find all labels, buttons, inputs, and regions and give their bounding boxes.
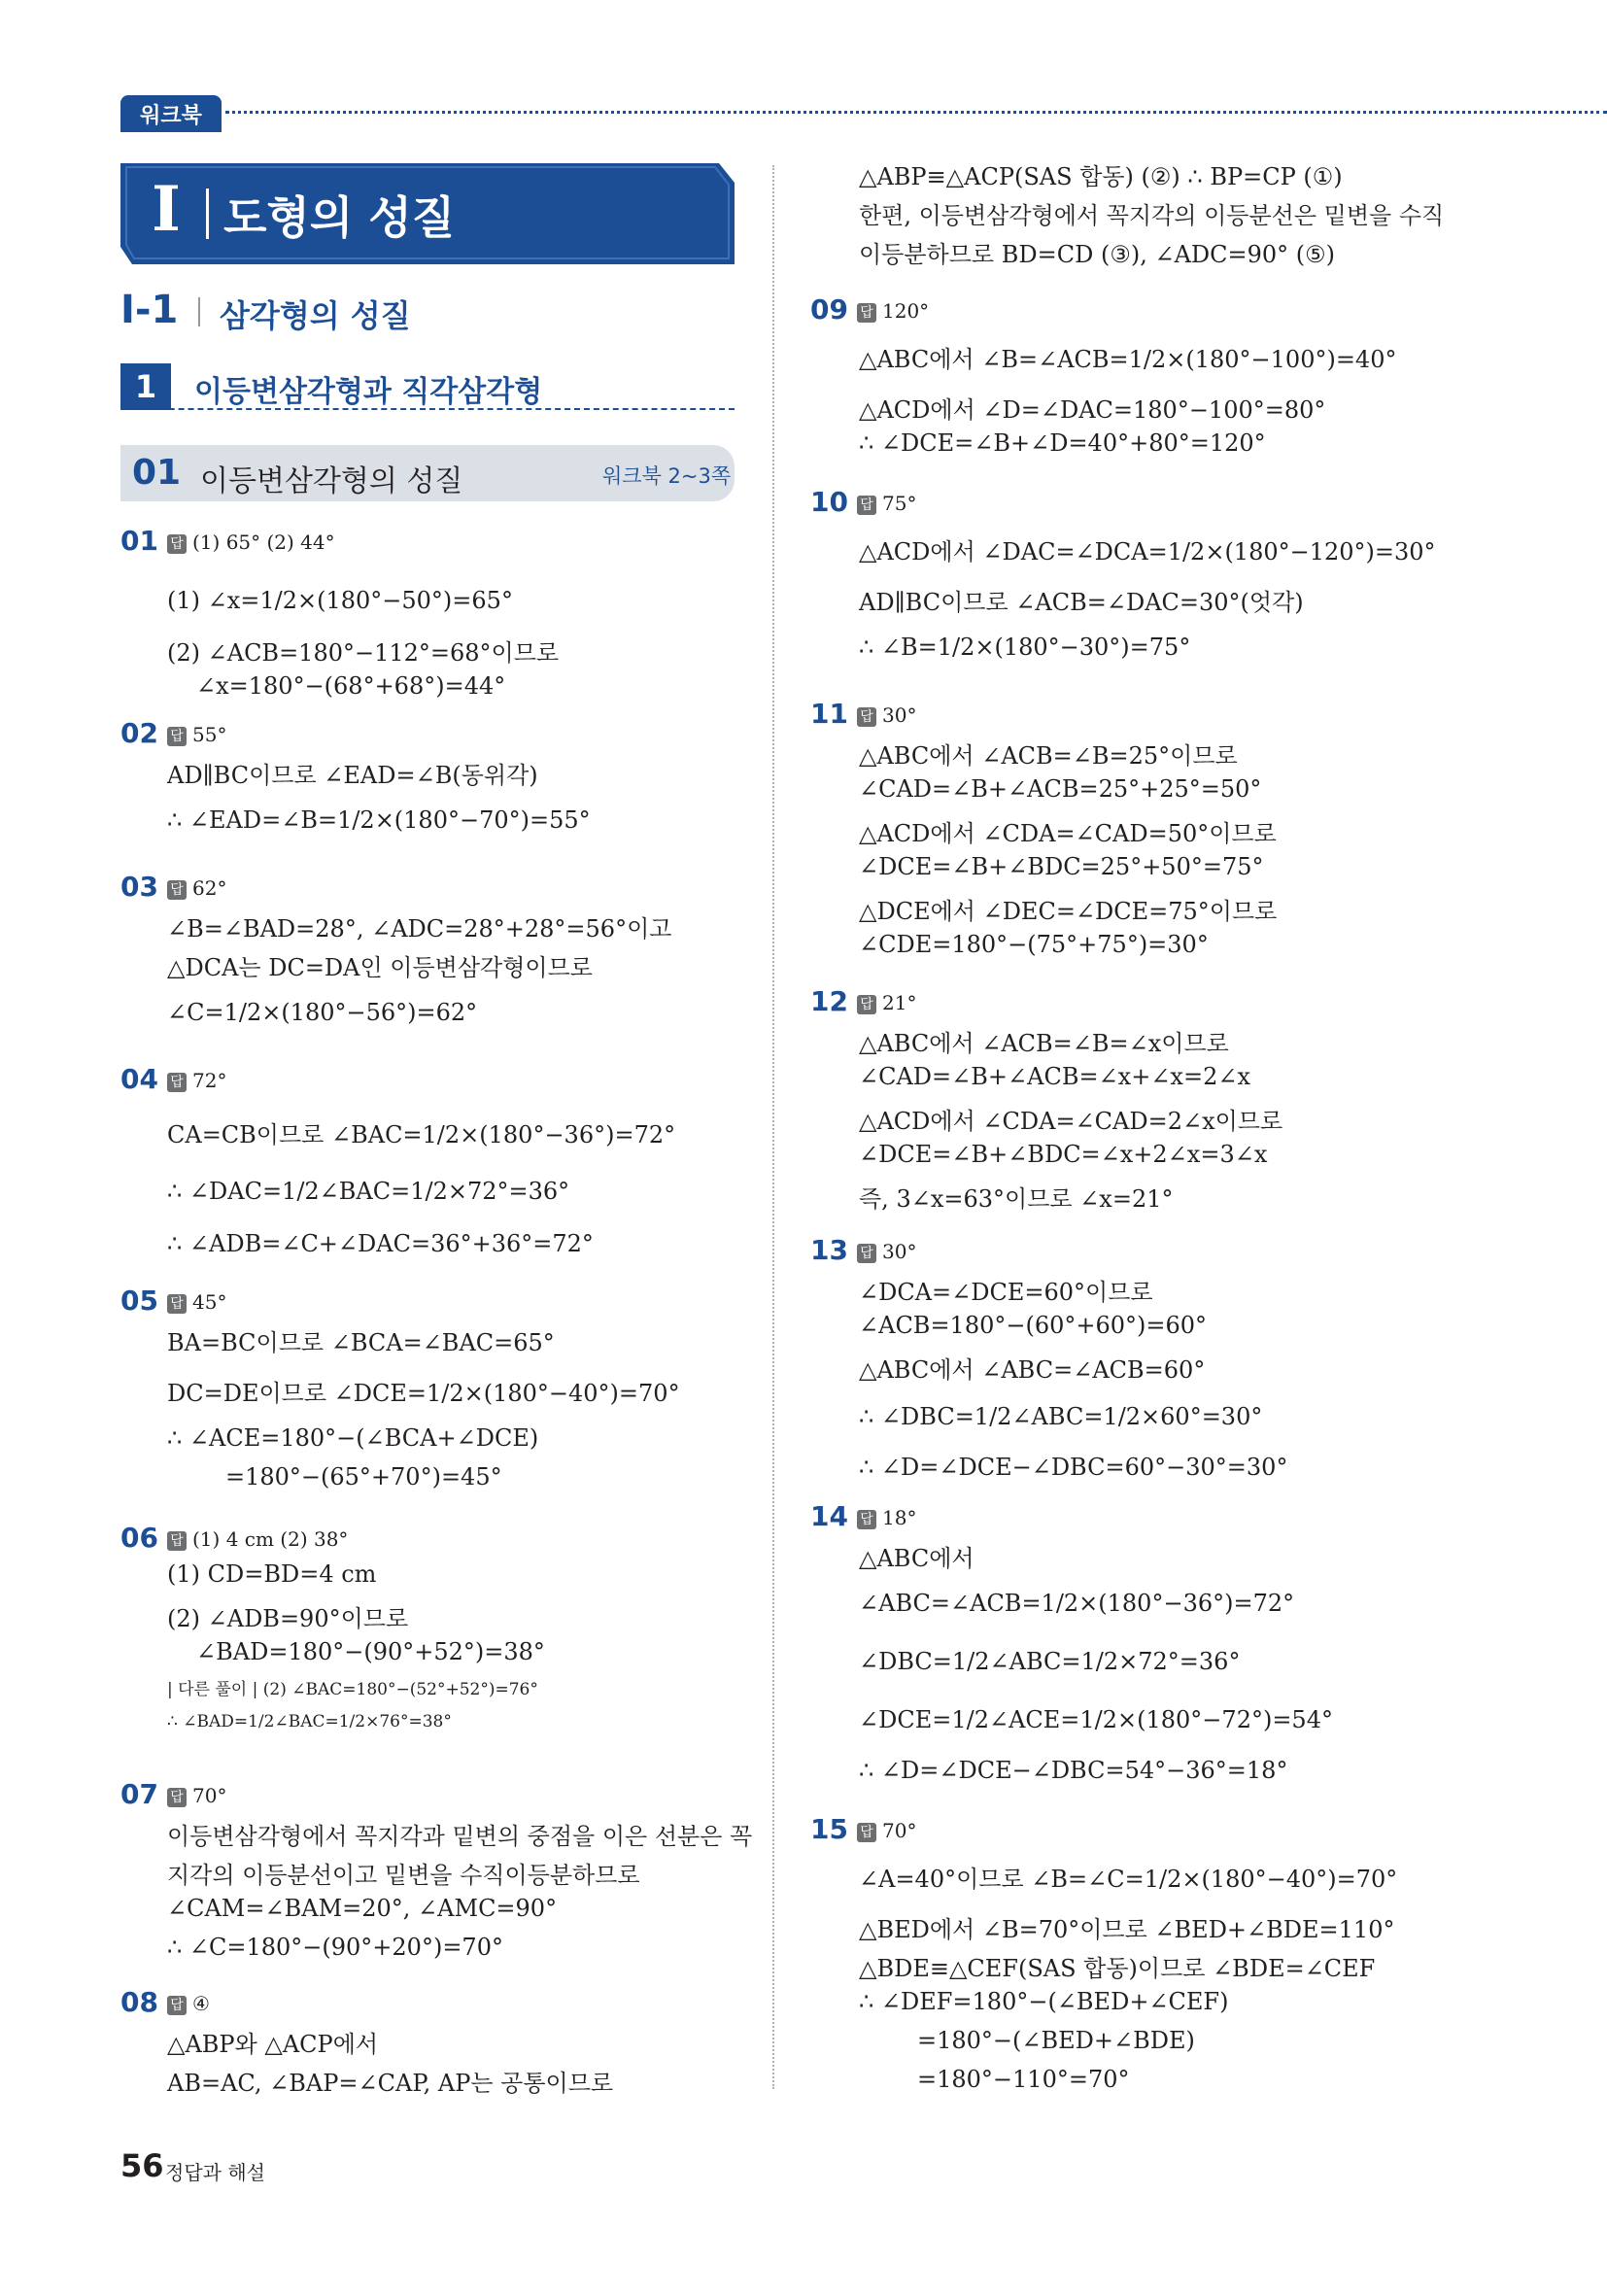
solution-line: ∠A=40°이므로 ∠B=∠C=1/2×(180°−40°)=70° [859,1866,1398,1893]
topic-number: 01 [132,453,182,493]
problem-answer [857,1506,916,1529]
problem-answer [167,1527,348,1551]
solution-line: (2) ∠ACB=180°−112°=68°이므로 [167,639,560,667]
solution-line: ∴ ∠D=∠DCE−∠DBC=54°−36°=18° [859,1757,1288,1784]
answer-value: 45° [192,1290,227,1314]
chapter-banner [120,163,735,264]
chapter-title: 도형의 성질 [223,191,456,244]
answer-value: 30° [882,1240,917,1263]
solution-line: 즉, 3∠x=63°이므로 ∠x=21° [859,1185,1174,1213]
answer-icon: 답 [857,496,876,515]
solution-line: ∴ ∠C=180°−(90°+20°)=70° [167,1934,503,1961]
answer-icon: 답 [857,1244,876,1263]
answer-icon: 답 [857,1823,876,1842]
problem-number: 13 [810,1234,848,1266]
answer-value: 21° [882,991,917,1014]
solution-line: ∴ ∠DCE=∠B+∠D=40°+80°=120° [859,429,1266,457]
workbook-tag: 워크북 [120,95,222,132]
solution-line: △BED에서 ∠B=70°이므로 ∠BED+∠BDE=110° [859,1916,1395,1943]
answer-icon: 답 [857,1510,876,1529]
solution-line: ∠CAM=∠BAM=20°, ∠AMC=90° [167,1895,558,1922]
problem-number: 15 [810,1813,848,1845]
column-divider [772,165,774,2089]
answer-icon: 답 [167,534,187,554]
solution-line: △ABC에서 ∠ABC=∠ACB=60° [859,1356,1206,1384]
solution-line: ∠CAD=∠B+∠ACB=∠x+∠x=2∠x [859,1063,1250,1090]
answer-value: 72° [192,1069,227,1092]
problem-number: 02 [120,717,158,749]
solution-line: 이등분하므로 BD=CD (③), ∠ADC=90° (⑤) [859,241,1336,268]
subsection-title: 이등변삼각형과 직각삼각형 [194,375,543,409]
solution-line: ∠DCE=∠B+∠BDC=25°+50°=75° [859,853,1264,880]
answer-icon: 답 [857,707,876,727]
problem-number: 10 [810,486,848,518]
solution-line: ∠ACB=180°−(60°+60°)=60° [859,1312,1208,1339]
solution-line: △ABC에서 ∠B=∠ACB=1/2×(180°−100°)=40° [859,346,1397,373]
problem-number: 04 [120,1063,158,1095]
subsection-number: 1 [120,363,171,410]
solution-line: ∴ ∠BAD=1/2∠BAC=1/2×76°=38° [167,1712,452,1731]
answer-icon: 답 [857,995,876,1014]
solution-line: △ABC에서 ∠ACB=∠B=∠x이므로 [859,1030,1229,1057]
solution-line: 한편, 이등변삼각형에서 꼭지각의 이등분선은 밑변을 수직 [859,202,1445,229]
section-number: I-1 [120,288,179,332]
chapter-numeral: I [152,173,181,246]
header-dotted-line [225,111,1607,114]
solution-line: ∠B=∠BAD=28°, ∠ADC=28°+28°=56°이고 [167,915,672,942]
solution-line: DC=DE이므로 ∠DCE=1/2×(180°−40°)=70° [167,1380,680,1407]
solution-line: △ACD에서 ∠D=∠DAC=180°−100°=80° [859,396,1326,424]
problem-answer [167,876,226,900]
solution-line: =180°−(65°+70°)=45° [225,1463,502,1491]
problem-answer [167,723,226,746]
subsection-dashed-line [120,408,735,410]
solution-line: ∠CAD=∠B+∠ACB=25°+25°=50° [859,775,1262,803]
solution-line: ∴ ∠D=∠DCE−∠DBC=60°−30°=30° [859,1454,1288,1481]
answer-icon: 답 [167,880,187,900]
solution-line: △ABC에서 ∠ACB=∠B=25°이므로 [859,742,1238,770]
chapter-separator [206,188,209,239]
problem-answer [167,1992,210,2015]
solution-line: (1) ∠x=1/2×(180°−50°)=65° [167,587,513,614]
problem-answer [857,991,916,1014]
answer-value: 30° [882,703,917,727]
answer-icon: 답 [167,1996,187,2015]
problem-number: 09 [810,293,848,326]
answer-value: (1) 4 cm (2) 38° [192,1527,349,1551]
problem-answer [167,1069,226,1092]
problem-answer [857,1240,916,1263]
solution-line: | 다른 풀이 | (2) ∠BAC=180°−(52°+52°)=76° [167,1680,538,1699]
problem-number: 06 [120,1522,158,1554]
solution-line: ∠x=180°−(68°+68°)=44° [196,672,506,700]
page-number: 56 [120,2147,164,2184]
solution-line: ∠DCA=∠DCE=60°이므로 [859,1279,1153,1306]
topic-workbook-ref: 워크북 2~3쪽 [602,464,732,488]
solution-line: △DCA는 DC=DA인 이등변삼각형이므로 [167,954,593,981]
solution-line: ∠ABC=∠ACB=1/2×(180°−36°)=72° [859,1590,1295,1617]
problem-number: 08 [120,1986,158,2018]
solution-line: 이등변삼각형에서 꼭지각과 밑변의 중점을 이은 선분은 꼭 [167,1823,753,1850]
solution-line: ∴ ∠DAC=1/2∠BAC=1/2×72°=36° [167,1178,570,1205]
answer-value: 120° [882,299,930,323]
solution-line: (2) ∠ADB=90°이므로 [167,1605,409,1632]
solution-line: △BDE≡△CEF(SAS 합동)이므로 ∠BDE=∠CEF [859,1955,1376,1982]
solution-line: △DCE에서 ∠DEC=∠DCE=75°이므로 [859,898,1278,925]
answer-icon: 답 [167,1073,187,1092]
answer-icon: 답 [857,303,876,323]
answer-value: ④ [192,1992,210,2015]
solution-line: BA=BC이므로 ∠BCA=∠BAC=65° [167,1329,555,1356]
solution-line: △ABC에서 [859,1545,974,1572]
answer-value: 75° [882,492,917,515]
solution-line: =180°−110°=70° [917,2066,1130,2093]
answer-value: 18° [882,1506,917,1529]
topic-title: 이등변삼각형의 성질 [200,464,463,498]
problem-answer [857,299,929,323]
answer-value: 70° [882,1819,917,1842]
solution-line: ∴ ∠EAD=∠B=1/2×(180°−70°)=55° [167,806,591,834]
solution-line: ∠DBC=1/2∠ABC=1/2×72°=36° [859,1648,1241,1675]
solution-line: ∴ ∠ACE=180°−(∠BCA+∠DCE) [167,1424,539,1452]
problem-answer [167,531,335,554]
problem-number: 05 [120,1285,158,1317]
solution-line: △ACD에서 ∠DAC=∠DCA=1/2×(180°−120°)=30° [859,538,1436,565]
answer-icon: 답 [167,1531,187,1551]
answer-value: 62° [192,876,227,900]
solution-line: =180°−(∠BED+∠BDE) [917,2027,1195,2054]
solution-line: 지각의 이등분선이고 밑변을 수직이등분하므로 [167,1862,640,1889]
problem-answer [857,703,916,727]
solution-line: △ABP≡△ACP(SAS 합동) (②) ∴ BP=CP (①) [859,163,1343,190]
solution-line: ∴ ∠DBC=1/2∠ABC=1/2×60°=30° [859,1403,1263,1430]
answer-icon: 답 [167,1788,187,1807]
solution-line: ∠C=1/2×(180°−56°)=62° [167,999,478,1026]
problem-number: 14 [810,1500,848,1532]
solution-line: ∠CDE=180°−(75°+75°)=30° [859,931,1209,958]
solution-line: AD∥BC이므로 ∠ACB=∠DAC=30°(엇각) [859,589,1304,616]
footer-label: 정답과 해설 [165,2161,265,2184]
answer-icon: 답 [167,727,187,746]
solution-line: ∴ ∠B=1/2×(180°−30°)=75° [859,634,1191,661]
solution-line: △ACD에서 ∠CDA=∠CAD=2∠x이므로 [859,1108,1283,1135]
solution-line: △ABP와 △ACP에서 [167,2031,379,2058]
solution-line: △ACD에서 ∠CDA=∠CAD=50°이므로 [859,820,1277,847]
problem-answer [167,1784,226,1807]
solution-line: ∠DCE=∠B+∠BDC=∠x+2∠x=3∠x [859,1141,1268,1168]
problem-answer [167,1290,226,1314]
solution-line: ∠BAD=180°−(90°+52°)=38° [196,1638,545,1665]
solution-line: (1) CD=BD=4 cm [167,1560,377,1588]
section-title: 삼각형의 성질 [220,297,411,334]
problem-answer [857,1819,916,1842]
solution-line: ∴ ∠DEF=180°−(∠BED+∠CEF) [859,1988,1229,2015]
solution-line: CA=CB이므로 ∠BAC=1/2×(180°−36°)=72° [167,1121,676,1148]
solution-line: ∴ ∠ADB=∠C+∠DAC=36°+36°=72° [167,1230,594,1257]
solution-line: AB=AC, ∠BAP=∠CAP, AP는 공통이므로 [167,2070,614,2097]
solution-line: ∠DCE=1/2∠ACE=1/2×(180°−72°)=54° [859,1706,1333,1733]
problem-number: 01 [120,525,158,557]
problem-number: 11 [810,698,848,730]
section-separator [198,297,200,326]
problem-answer [857,492,916,515]
solution-line: AD∥BC이므로 ∠EAD=∠B(동위각) [167,762,538,789]
answer-value: 55° [192,723,227,746]
answer-value: 70° [192,1784,227,1807]
problem-number: 03 [120,871,158,903]
problem-number: 12 [810,985,848,1017]
answer-value: (1) 65° (2) 44° [192,531,335,554]
problem-number: 07 [120,1778,158,1810]
answer-icon: 답 [167,1294,187,1314]
